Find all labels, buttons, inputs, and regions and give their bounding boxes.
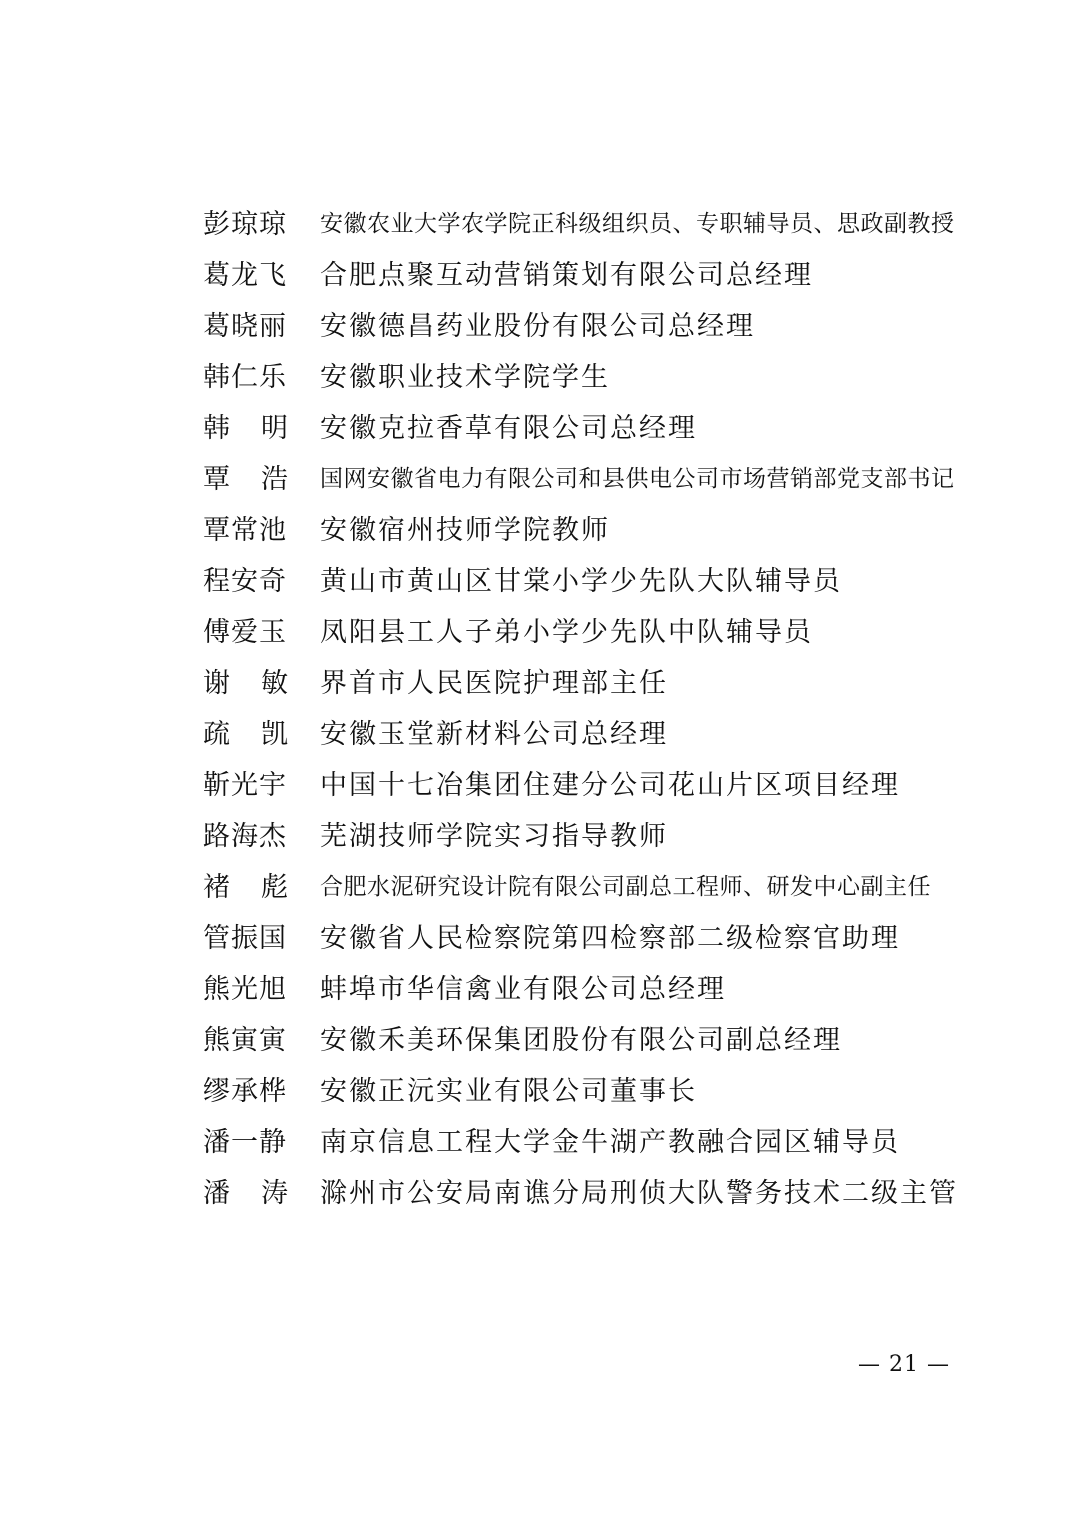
list-item [203, 1063, 963, 1114]
person-name: 谢敏 [203, 668, 319, 699]
person-name: 管振国 [203, 923, 287, 954]
person-name: 熊光旭 [203, 974, 287, 1005]
person-title: 安徽禾美环保集团股份有限公司副总经理 [320, 1025, 842, 1056]
list-item [203, 961, 963, 1012]
list-item [203, 706, 963, 757]
person-title: 中国十七冶集团住建分公司花山片区项目经理 [320, 770, 900, 801]
person-title: 安徽玉堂新材料公司总经理 [320, 719, 668, 750]
list-item [203, 604, 963, 655]
person-name: 路海杰 [203, 821, 287, 852]
person-name: 褚彪 [203, 872, 319, 903]
list-item [203, 502, 963, 553]
person-name: 程安奇 [203, 566, 287, 597]
person-title: 芜湖技师学院实习指导教师 [320, 821, 668, 852]
list-item [203, 757, 963, 808]
person-title: 黄山市黄山区甘棠小学少先队大队辅导员 [320, 566, 842, 597]
person-title: 安徽省人民检察院第四检察部二级检察官助理 [320, 923, 900, 954]
person-name: 靳光宇 [203, 770, 287, 801]
list-item [203, 400, 963, 451]
person-name: 疏凯 [203, 719, 319, 750]
person-title: 安徽宿州技师学院教师 [320, 515, 610, 546]
list-item [203, 349, 963, 400]
list-item [203, 196, 963, 247]
person-name: 韩明 [203, 413, 319, 444]
person-title: 安徽正沅实业有限公司董事长 [320, 1076, 697, 1107]
person-name: 缪承桦 [203, 1076, 287, 1107]
person-title: 蚌埠市华信禽业有限公司总经理 [320, 974, 726, 1005]
person-name: 覃常池 [203, 515, 287, 546]
list-item [203, 553, 963, 604]
person-title: 滁州市公安局南谯分局刑侦大队警务技术二级主管 [320, 1178, 958, 1209]
honoree-list [203, 196, 963, 1216]
list-item [203, 247, 963, 298]
person-title: 南京信息工程大学金牛湖产教融合园区辅导员 [320, 1127, 900, 1158]
person-title: 界首市人民医院护理部主任 [320, 668, 668, 699]
page-number: — 21 — [858, 1352, 950, 1377]
list-item [203, 1012, 963, 1063]
list-item [203, 298, 963, 349]
person-name: 彭琼琼 [203, 209, 287, 240]
person-name: 葛龙飞 [203, 260, 287, 291]
list-item [203, 859, 963, 910]
person-name: 潘一静 [203, 1127, 287, 1158]
person-name: 潘涛 [203, 1178, 319, 1209]
person-title: 国网安徽省电力有限公司和县供电公司市场营销部党支部书记 [320, 466, 955, 492]
list-item [203, 910, 963, 961]
list-item [203, 451, 963, 502]
person-name: 韩仁乐 [203, 362, 287, 393]
list-item [203, 655, 963, 706]
list-item [203, 808, 963, 859]
list-item [203, 1114, 963, 1165]
person-title: 安徽职业技术学院学生 [320, 362, 610, 393]
person-title: 合肥点聚互动营销策划有限公司总经理 [320, 260, 813, 291]
person-name: 傅爱玉 [203, 617, 287, 648]
person-title: 安徽德昌药业股份有限公司总经理 [320, 311, 755, 342]
person-title: 合肥水泥研究设计院有限公司副总工程师、研发中心副主任 [320, 874, 931, 900]
person-title: 凤阳县工人子弟小学少先队中队辅导员 [320, 617, 813, 648]
person-name: 覃浩 [203, 464, 319, 495]
person-name: 熊寅寅 [203, 1025, 287, 1056]
person-name: 葛晓丽 [203, 311, 287, 342]
person-title: 安徽农业大学农学院正科级组织员、专职辅导员、思政副教授 [320, 211, 955, 237]
list-item [203, 1165, 963, 1216]
person-title: 安徽克拉香草有限公司总经理 [320, 413, 697, 444]
